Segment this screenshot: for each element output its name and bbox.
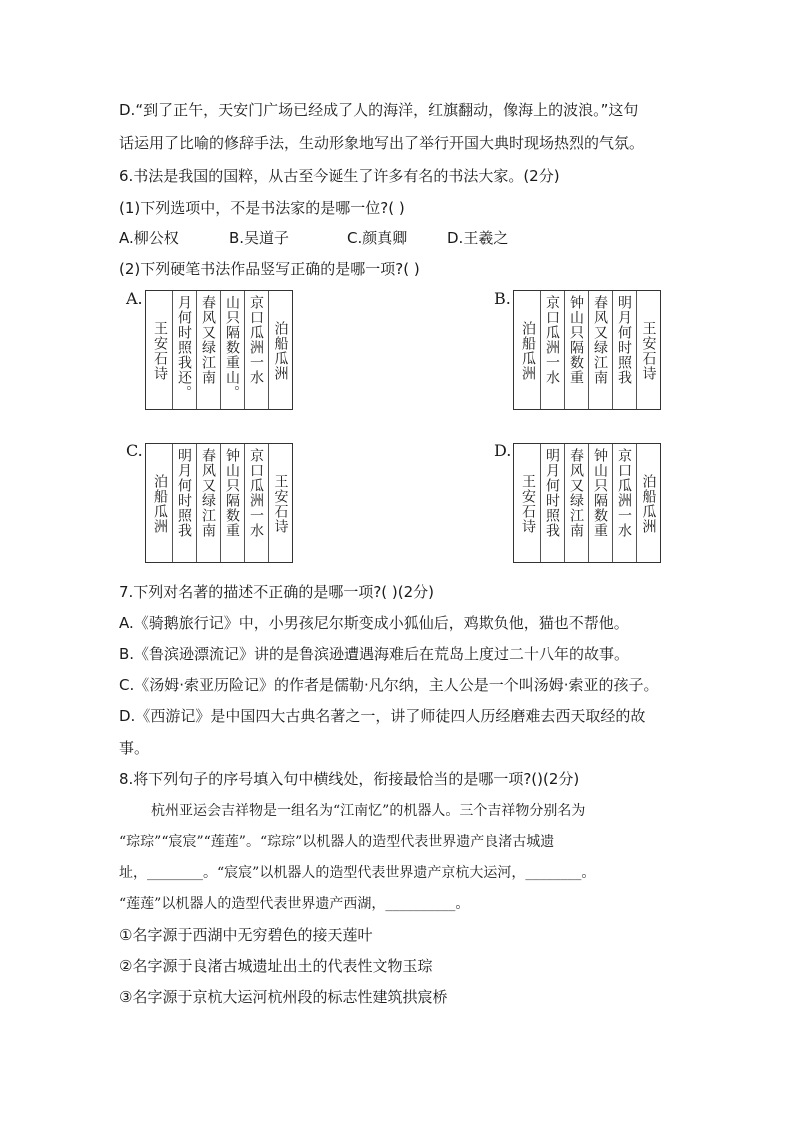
q8-choice-1: ①名字源于西湖中无穷碧色的接天莲叶 [119,926,373,944]
q6-sub1-options [119,228,508,248]
panel-c-label: C. [126,441,143,460]
panel-b-col-1: 王安石诗 [636,291,660,409]
q7-stem: 7.下列对名著的描述不正确的是哪一项?( )(2分) [119,583,434,601]
panel-d-col-4: 春风又绿江南 [564,444,588,562]
q6-option-c: C.颜真卿 [347,229,408,247]
panel-d-label: D. [494,441,512,460]
q6-option-b: B.吴道子 [229,229,290,247]
panel-a-col-5: 月何时照我还。 [172,291,196,409]
panel-b-col-6: 泊船瓜洲 [520,321,536,381]
panel-d-col-6: 王安石诗 [520,474,536,534]
q8-choice-3: ③名字源于京杭大运河杭州段的标志性建筑拱宸桥 [119,988,448,1006]
panel-b-col-4: 钟山只隔数重 [564,291,588,409]
panel-c-col-3: 钟山只隔数重 [220,444,244,562]
q8-choice-2: ②名字源于良渚古城遗址出土的代表性文物玉琮 [119,957,433,975]
panel-b-col-5: 京口瓜洲一水 [540,291,564,409]
q6-stem: 6.书法是我国的国粹，从古至今诞生了许多有名的书法大家。(2分) [119,167,560,185]
q5-option-d-line2: 话运用了比喻的修辞手法，生动形象地写出了举行开国大典时现场热烈的气氛。 [119,134,645,152]
q7-option-d-line2: 事。 [119,739,150,757]
panel-d-col-5: 明月何时照我 [540,444,564,562]
q7-option-c: C.《汤姆·索亚历险记》的作者是儒勒·凡尔纳，主人公是一个叫汤姆·索亚的孩子。 [119,676,659,694]
calligraphy-panel-a [145,290,293,410]
q6-sub2: (2)下列硬笔书法作品竖写正确的是哪一项?( ) [119,260,420,278]
panel-d-col-2: 京口瓜洲一水 [612,444,636,562]
panel-b-label: B. [494,289,511,308]
panel-c-col-5: 明月何时照我 [172,444,196,562]
panel-c-col-6: 泊船瓜洲 [152,474,168,534]
q8-passage-line4: “莲莲”以机器人的造型代表世界遗产西湖，__________。 [119,896,470,912]
q6-option-d: D.王羲之 [447,229,509,247]
q7-option-d-line1: D.《西游记》是中国四大古典名著之一，讲了师徒四人历经磨难去西天取经的故 [119,707,646,725]
panel-c-col-2: 京口瓜洲一水 [244,444,268,562]
q8-stem: 8.将下列句子的序号填入句中横线处，衔接最恰当的是哪一项?()(2分) [119,770,580,788]
panel-c-col-1: 王安石诗 [268,444,292,562]
panel-b-col-2: 明月何时照我 [612,291,636,409]
panel-d-col-3: 钟山只隔数重 [588,444,612,562]
q5-option-d-line1: D.“到了正午，天安门广场已经成了人的海洋，红旗翻动，像海上的波浪。”这句 [119,101,639,119]
q8-passage-line1: 杭州亚运会吉祥物是一组名为“江南忆”的机器人。三个吉祥物分别名为 [151,803,586,819]
panel-a-label: A. [126,289,143,308]
q8-passage-line2: “琮琮”“宸宸”“莲莲”。“琮琮”以机器人的造型代表世界遗产良渚古城遗 [119,834,555,850]
panel-a-col-2: 京口瓜洲一水 [244,291,268,409]
q6-option-a: A.柳公权 [119,229,179,247]
q6-sub1: (1)下列选项中，不是书法家的是哪一位?( ) [119,199,405,217]
panel-a-col-3: 山只隔数重山。 [220,291,244,409]
panel-a-col-1: 泊船瓜洲 [268,291,292,409]
calligraphy-panel-d [513,443,661,563]
calligraphy-panel-b [513,290,661,410]
q8-passage-line3: 址，________。“宸宸”以机器人的造型代表世界遗产京杭大运河，________。 [119,865,596,881]
panel-b-col-3: 春风又绿江南 [588,291,612,409]
panel-d-col-1: 泊船瓜洲 [636,444,660,562]
panel-a-col-4: 春风又绿江南 [196,291,220,409]
q7-option-a: A.《骑鹅旅行记》中，小男孩尼尔斯变成小狐仙后，鸡欺负他，猫也不帮他。 [119,614,629,632]
panel-c-col-4: 春风又绿江南 [196,444,220,562]
q8-passage [119,796,659,920]
q7-option-b: B.《鲁滨逊漂流记》讲的是鲁滨逊遭遇海难后在荒岛上度过二十八年的故事。 [119,645,630,663]
calligraphy-panel-c [145,443,293,563]
panel-a-col-6: 王安石诗 [152,321,168,381]
